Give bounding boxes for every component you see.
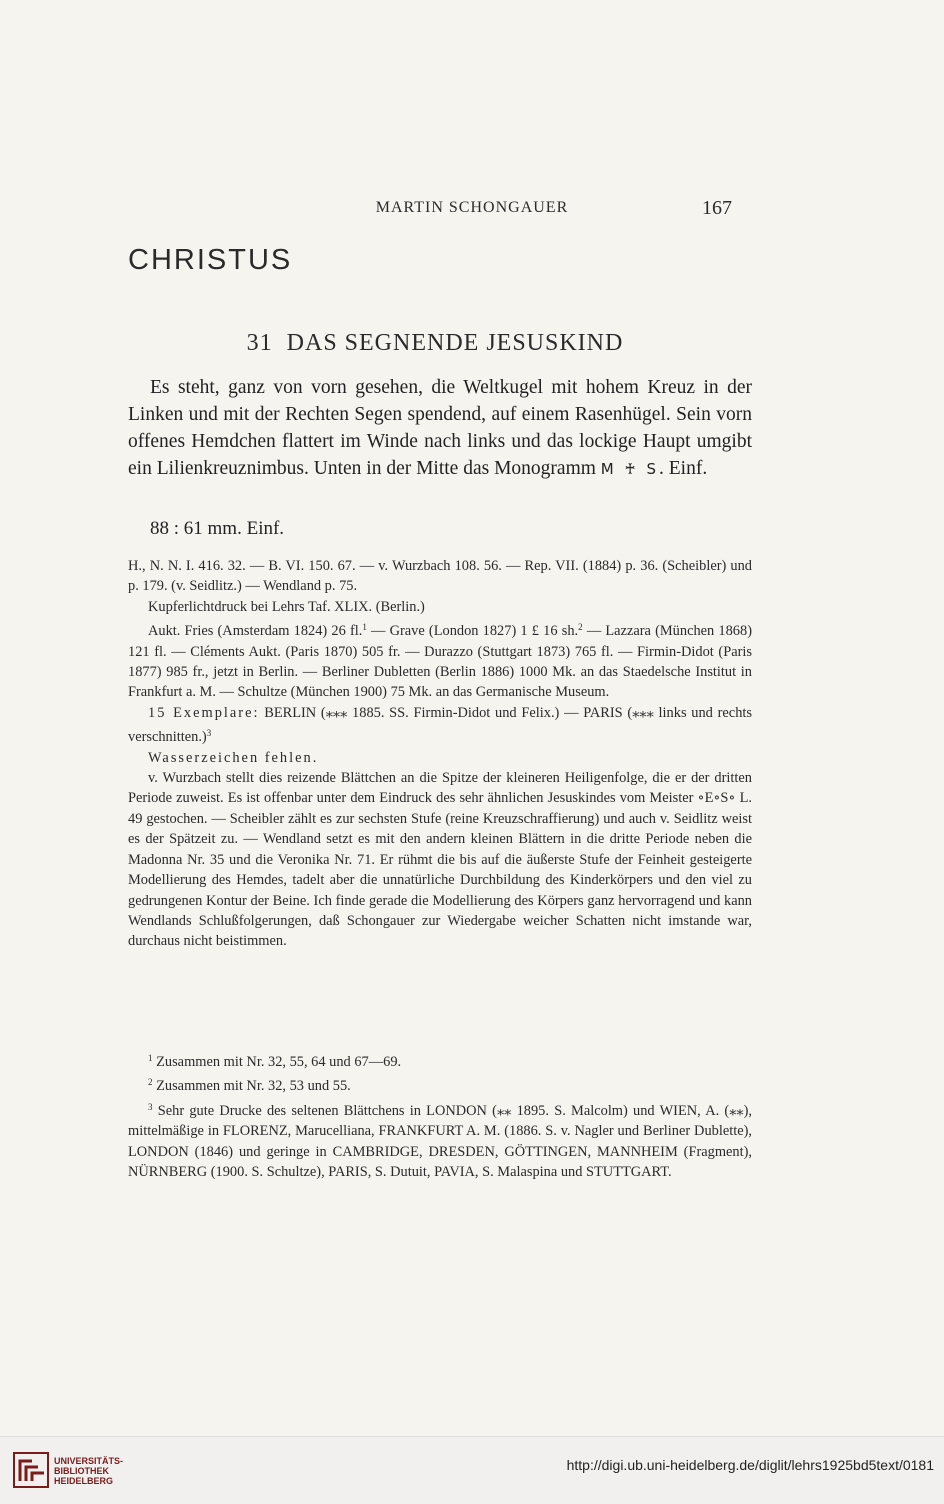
footnote-number: 2 xyxy=(148,1077,153,1088)
copies xyxy=(128,703,752,748)
footnote-text: Zusammen mit Nr. 32, 53 und 55. xyxy=(152,1078,351,1095)
auction-text-b: — Grave (London 1827) 1 £ 16 sh. xyxy=(366,623,579,640)
footer-bar xyxy=(0,1436,944,1504)
copies-text: BERLIN (⁎⁎⁎ 1885. SS. Firmin-Didot und Felix.) — PARIS (⁎⁎⁎ links und rechts verschnitten.) xyxy=(128,704,752,746)
footnote-ref: 2 xyxy=(578,622,583,633)
commentary: v. Wurzbach stellt dies reizende Blättchen an die Spitze der kleineren Heiligenfolge, die er der dritten Periode zuweist. Es ist offenbar unter dem Eindruck des sehr ähnlichen Jesuskindes vom Meister ∘E∘S∘ L. 49 gestochen. — Scheibler zählt es zur sechsten Stufe (reine Kreuzschraffierung) und auch v. Seidlitz weist es der Spätzeit zu. — Wendland setzt es mit den andern kleinen Blättern in die dritte Periode neben die Madonna Nr. 35 und die Veronika Nr. 71. Er rühmt die bis auf die äußerste Stufe der Feinheit gesteigerte Modellierung des Hemdes, tadelt aber die unnatürliche Durchbildung des Kinderkörpers und den viel zu gedrungenen Kontur der Beine. Ich finde gerade die Modellierung des Körpers ganz hervorragend und kann Wendlands Schlußfolgerungen, daß Schongauer zur Wiedergabe weicher Schatten nicht imstande war, durchaus nicht beistimmen. xyxy=(128,770,752,950)
footnote-text: Zusammen mit Nr. 32, 55, 64 und 67—69. xyxy=(152,1054,402,1070)
footnote-ref: 1 xyxy=(362,622,367,633)
library-name xyxy=(54,1456,123,1486)
running-head: MARTIN SCHONGAUER xyxy=(375,199,569,216)
auction-history xyxy=(128,617,752,703)
footnote-number: 3 xyxy=(148,1101,153,1112)
entry-description xyxy=(128,374,752,483)
footnote-ref: 3 xyxy=(206,728,212,739)
footnote-1 xyxy=(128,1048,752,1072)
footnotes xyxy=(128,1048,752,1182)
library-name-line: HEIDELBERG xyxy=(54,1476,114,1486)
source-url-link[interactable]: http://digi.ub.uni-heidelberg.de/diglit/lehrs1925bd5text/0181 xyxy=(566,1457,934,1473)
auction-text-a: Aukt. Fries (Amsterdam 1824) 26 fl. xyxy=(148,623,363,640)
library-logo-icon[interactable] xyxy=(12,1451,50,1489)
library-name-line: UNIVERSITÄTS- xyxy=(54,1456,124,1466)
library-name-line: BIBLIOTHEK xyxy=(54,1466,109,1476)
footnote-3 xyxy=(128,1097,752,1183)
footnote-number: 1 xyxy=(148,1053,153,1063)
copies-label: 15 Exemplare: xyxy=(148,704,260,721)
body-text xyxy=(128,556,752,952)
bibliography: H., N. N. I. 416. 32. — B. VI. 150. 67. — v. Wurzbach 108. 56. — Rep. VII. (1884) p. 36. (Scheibler) und p. 179. (v. Seidlitz.) — Wendland p. 75. xyxy=(128,558,752,595)
footnote-text: Sehr gute Drucke des seltenen Blättchens in LONDON (⁎⁎ 1895. S. Malcolm) und WIEN, A. (⁎⁎), mittelmäßige in FLORENZ, Marucelliana, FRANKFURT A. M. (1886. S. v. Nagler und Berliner Dublette), LONDON (1846) und geringe in CAMBRIDGE, DRESDEN, GÖTTINGEN, MANNHEIM (Fragment), NÜRNBERG (1900. S. Schultze), PARIS, S. Dutuit, PAVIA, S. Malaspina und STUTTGART. xyxy=(128,1102,752,1181)
description-end: . Einf. xyxy=(659,458,708,479)
footnote-2 xyxy=(128,1072,752,1096)
section-heading: CHRISTUS xyxy=(128,244,293,276)
reproduction-note: Kupferlichtdruck bei Lehrs Taf. XLIX. (Berlin.) xyxy=(148,598,425,615)
description-text: Es steht, ganz von vorn gesehen, die Weltkugel mit hohem Kreuz in der Linken und mit der Rechten Segen spendend, auf einem Rasenhügel. Sein vorn offenes Hemdchen flattert im Winde nach links und das lockige Haupt umgibt ein Lilienkreuznimbus. Unten in der Mitte das Monogramm xyxy=(128,377,752,479)
monogram: M ♰ S xyxy=(600,460,660,478)
entry-title: 31 DAS SEGNENDE JESUSKIND xyxy=(246,330,624,356)
watermarks: Wasserzeichen fehlen. xyxy=(148,749,319,766)
auction-text-c: — Lazzara (München 1868) 121 fl. — Cléments Aukt. (Paris 1870) 505 fr. — Durazzo (Stuttgart 1873) 765 fl. — Firmin-Didot (Paris 1877) 985 fr., jetzt in Berlin. — Berliner Dubletten (Berlin 1886) 1000 Mk. an das Staedelsche Institut in Frankfurt a. M. — Schultze (München 1900) 75 Mk. an das Germanische Museum. xyxy=(128,623,752,701)
page-number: 167 xyxy=(702,197,732,219)
dimensions: 88 : 61 mm. Einf. xyxy=(150,518,285,539)
